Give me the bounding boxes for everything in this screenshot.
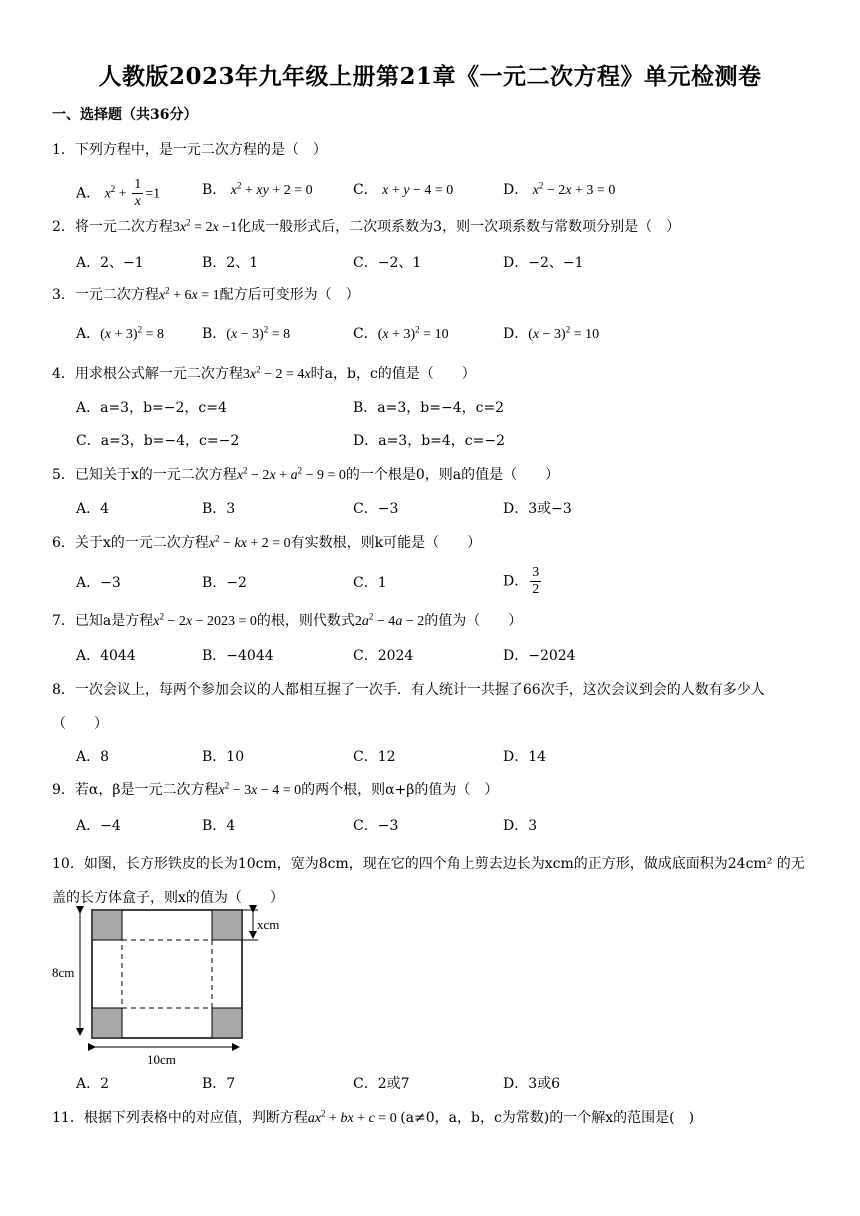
- question-6-stem: 6．关于x的一元二次方程$x^2$ − kx + 2 = 0有实数根，则k可能是（ ）: [52, 533, 482, 551]
- question-11-stem: 11．根据下列表格中的对应值，判断方程$ax^2$ + bx + c = 0 (a≠0，a，b，c为常数)的一个解x的范围是( ): [52, 1108, 695, 1126]
- q5-option-b[interactable]: B．3: [202, 501, 236, 517]
- corner-square: [92, 910, 122, 940]
- q2-option-d[interactable]: D．−2、−1: [503, 255, 584, 271]
- question-2-stem: 2．将一元二次方程$3x^2 = 2x -1$化成一般形式后，二次项系数为3，则一次项系数与常数项分别是（ ）: [52, 217, 681, 235]
- q8-option-b[interactable]: B．10: [202, 749, 245, 765]
- label-width: 10cm: [147, 1052, 176, 1067]
- q2-option-c[interactable]: C．−2、1: [353, 255, 422, 271]
- question-3-stem: 3．一元二次方程$x^2 + 6x = 1$配方后可变形为（ ）: [52, 285, 360, 303]
- corner-square: [212, 910, 242, 940]
- question-9-stem: 9．若α，β是一元二次方程$x^2 - 3x - 4 = 0$的两个根，则α+β的值为（ ）: [52, 780, 499, 798]
- corner-square: [92, 1008, 122, 1038]
- box-net-figure: [50, 905, 300, 1070]
- q1-option-b[interactable]: B． $x^2$ + xy + 2 = 0: [202, 180, 313, 198]
- q4-option-c[interactable]: C．a=3，b=−4，c=−2: [76, 433, 240, 449]
- q2-option-a[interactable]: A．2、−1: [76, 255, 144, 271]
- q4-option-d[interactable]: D．a=3，b=4，c=−2: [353, 433, 506, 449]
- q10-option-c[interactable]: C．2或7: [353, 1076, 410, 1092]
- q9-option-d[interactable]: D．3: [503, 818, 538, 834]
- q3-option-a[interactable]: A．$(x + 3)^2 = 8$: [76, 324, 164, 342]
- q10-option-b[interactable]: B．7: [202, 1076, 236, 1092]
- q6-option-c[interactable]: C．1: [353, 575, 387, 591]
- q3-option-b[interactable]: B．$(x - 3)^2 = 8$: [202, 324, 291, 342]
- q2-option-b[interactable]: B．2、1: [202, 255, 259, 271]
- page-title: 人教版2023年九年级上册第21章《一元二次方程》单元检测卷: [98, 63, 762, 90]
- q7-option-d[interactable]: D．−2024: [503, 648, 576, 664]
- q6-option-d[interactable]: D． $\frac{3}{2}$: [503, 565, 540, 597]
- q8-option-a[interactable]: A．8: [76, 749, 110, 765]
- question-5-stem: 5．已知关于x的一元二次方程$x^2 - 2x + a^2 - 9 = 0$的一个根是0，则a的值是（ ）: [52, 465, 560, 483]
- question-1-stem: 1．下列方程中，是一元二次方程的是（ ）: [52, 142, 327, 158]
- q7-option-b[interactable]: B．−4044: [202, 648, 274, 664]
- q10-option-d[interactable]: D．3或6: [503, 1076, 561, 1092]
- question-7-stem: 7．已知a是方程$x^2 - 2x - 2023 = 0$的根，则代数式$2a^2 - 4a - 2$的值为（ ）: [52, 611, 523, 629]
- q4-option-a[interactable]: A．a=3，b=−2，c=4: [76, 400, 227, 416]
- q7-option-c[interactable]: C．2024: [353, 648, 414, 664]
- corner-square: [212, 1008, 242, 1038]
- q7-option-a[interactable]: A．4044: [76, 648, 136, 664]
- q5-option-d[interactable]: D．3或−3: [503, 501, 572, 517]
- label-height: 8cm: [52, 965, 75, 980]
- q6-option-b[interactable]: B．−2: [202, 575, 247, 591]
- q5-option-c[interactable]: C．−3: [353, 501, 399, 517]
- section-heading: 一、选择题（共36分）: [52, 107, 198, 123]
- q3-option-c[interactable]: C．$(x + 3)^2 = 10$: [353, 324, 449, 342]
- question-8-stem: 8．一次会议上，每两个参加会议的人都相互握了一次手．有人统计一共握了66次手，这次会议到会的人数有多少人（ ）: [52, 682, 765, 732]
- question-10-stem: 10．如图，长方形铁皮的长为10cm，宽为8cm，现在它的四个角上剪去边长为xcm的正方形，做成底面积为24cm² 的无盖的长方体盒子，则x的值为（ ）: [52, 856, 805, 906]
- question-4-stem: 4．用求根公式解一元二次方程$3x^2 - 2 = 4x$时a，b，c的值是（ ）: [52, 364, 476, 382]
- q5-option-a[interactable]: A．4: [76, 501, 110, 517]
- q3-option-d[interactable]: D．$(x - 3)^2 = 10$: [503, 324, 600, 342]
- q1-option-c[interactable]: C． x + y − 4 = 0: [353, 182, 454, 198]
- q9-option-a[interactable]: A．−4: [76, 818, 121, 834]
- q10-option-a[interactable]: A．2: [76, 1076, 110, 1092]
- q1-option-d[interactable]: D． $x^2 - 2x + 3 = 0$: [503, 180, 616, 198]
- q9-option-b[interactable]: B．4: [202, 818, 236, 834]
- label-x: xcm: [257, 917, 280, 932]
- fold-lines: [122, 940, 212, 1008]
- q8-option-c[interactable]: C．12: [353, 749, 396, 765]
- q6-option-a[interactable]: A．−3: [76, 575, 121, 591]
- q4-option-b[interactable]: B．a=3，b=−4，c=2: [353, 400, 505, 416]
- q1-option-a[interactable]: A． $x^2$ + $\frac{1}{x}$ =1: [76, 177, 161, 209]
- q9-option-c[interactable]: C．−3: [353, 818, 399, 834]
- q8-option-d[interactable]: D．14: [503, 749, 547, 765]
